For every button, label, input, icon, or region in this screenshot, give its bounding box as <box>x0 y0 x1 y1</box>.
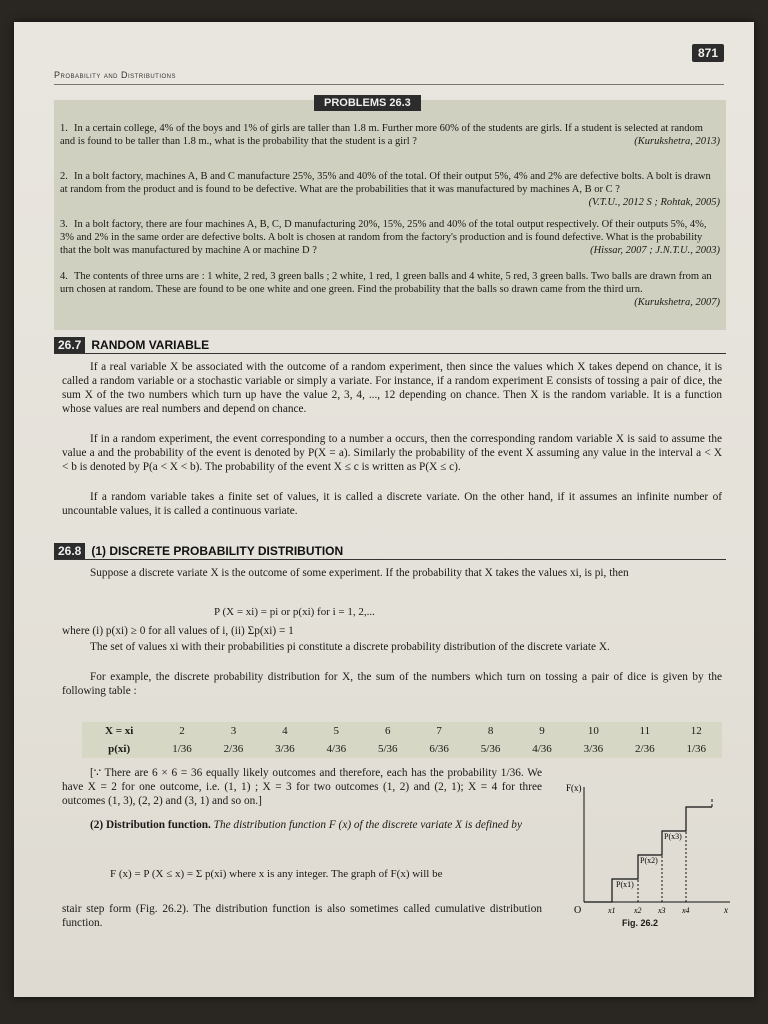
table-cell: 1/36 <box>172 743 192 755</box>
section-heading-random-variable <box>54 338 209 352</box>
x-tick-label: x3 <box>658 906 666 915</box>
cdf-step-graph <box>562 777 732 937</box>
problem-reference: (Kurukshetra, 2007) <box>634 297 720 308</box>
table-cell: 3/36 <box>583 743 604 755</box>
paragraph: where (i) p(xi) ≥ 0 for all values of i, (ii) Σp(xi) = 1 <box>62 625 294 637</box>
problem-reference: (Hissar, 2007 ; J.N.T.U., 2003) <box>590 245 720 256</box>
x-tick-label: x4 <box>682 906 690 915</box>
problem-reference: (V.T.U., 2012 S ; Rohtak, 2005) <box>588 197 720 208</box>
problem-item <box>60 218 720 257</box>
table-row <box>82 722 722 740</box>
y-axis-label: F(x) <box>566 783 582 793</box>
problem-number: 3. <box>60 219 68 230</box>
page-number: 871 <box>692 44 724 62</box>
paragraph: [∵ There are 6 × 6 = 36 equally likely outcomes and therefore, each has the probability 1/36. We have X = 2 for one outcome, i.e. (1, 1) ; X = 3 for two outcomes (1, 2) and (2, 1); X = 4 for three outcomes (1, 3), (2, 2) and (3, 1) and so on.] <box>62 767 542 807</box>
paragraph: For example, the discrete probability distribution for X, the sum of the numbers which turn on tossing a pair of dice is given by the following table : <box>62 671 722 697</box>
table-cell: 5 <box>333 725 340 737</box>
table-cell: 3 <box>230 725 237 737</box>
table-cell: 4/36 <box>532 743 552 755</box>
step-line <box>584 807 712 902</box>
problem-item <box>60 170 720 209</box>
formula-distribution-function: F (x) = P (X ≤ x) = Σ p(xi) where x is any integer. The graph of F(x) will be <box>110 868 443 880</box>
book-page <box>14 22 754 997</box>
section-number: 26.7 <box>54 337 85 353</box>
table-cell: 12 <box>690 725 702 737</box>
table-cell: 2/36 <box>223 743 244 755</box>
table-header-cell: p(xi) <box>108 743 131 755</box>
problem-number: 4. <box>60 271 68 282</box>
running-head: Probability and Distributions <box>54 70 177 80</box>
table-cell: 4/36 <box>326 743 347 755</box>
paragraph: If a random variable takes a finite set of values, it is called a discrete variate. On the other hand, if it assumes an infinite number of uncountable values, it is called a continuous variate. <box>62 491 722 517</box>
section-rule <box>54 353 726 354</box>
table-cell: 4 <box>282 725 288 737</box>
x-tick-label: x1 <box>608 906 616 915</box>
problem-number: 1. <box>60 123 68 134</box>
subheading: (2) Distribution function. <box>90 819 211 831</box>
section-rule <box>54 559 726 560</box>
table-row <box>82 740 722 758</box>
table-cell: 8 <box>487 725 494 737</box>
header-rule <box>54 84 724 85</box>
table-cell: 9 <box>539 725 545 737</box>
problems-title: PROBLEMS 26.3 <box>314 95 421 111</box>
table-cell: 2 <box>179 725 185 737</box>
problem-item <box>60 270 720 309</box>
x-axis-label: x <box>724 905 728 915</box>
table-cell: 6 <box>384 725 391 737</box>
table-cell: 7 <box>436 725 442 737</box>
table-cell: 3/36 <box>275 743 295 755</box>
problem-text: In a bolt factory, machines A, B and C manufacture 25%, 35% and 40% of the total. Of their output 5%, 4% and 2% are defective bolts. A bolt is drawn at random from the product and is found to be defective. What are the probabilities that it was manufactured by machines A, B or C ? <box>60 171 711 195</box>
formula-probability: P (X = xi) = pi or p(xi) for i = 1, 2,... <box>214 606 375 618</box>
x-tick-label: x2 <box>634 906 642 915</box>
origin-label: O <box>574 905 582 916</box>
problem-text: The contents of three urns are : 1 white, 2 red, 3 green balls ; 2 white, 1 red, 1 green balls and 4 white, 5 red, 3 green balls. Two balls are drawn from an urn chosen at random. These are found to be one white and one green. Find the probability that the balls so drawn came from the third urn. <box>60 271 712 295</box>
figure-caption: Fig. 26.2 <box>622 918 659 928</box>
section-title: RANDOM VARIABLE <box>91 338 210 352</box>
problem-text: In a certain college, 4% of the boys and 1% of girls are taller than 1.8 m. Further more 60% of the students are girls. If a student is selected at random and is found to be taller than 1.8 m., what is the probability that the student is a girl ? <box>60 123 703 147</box>
problem-reference: (Kurukshetra, 2013) <box>634 136 720 147</box>
section-title: (1) DISCRETE PROBABILITY DISTRIBUTION <box>91 544 344 558</box>
section-heading-discrete-distribution <box>54 544 343 558</box>
table-header-cell: X = xi <box>105 725 134 737</box>
table-cell: 6/36 <box>429 743 449 755</box>
table-cell: 1/36 <box>686 743 707 755</box>
problem-text: In a bolt factory, there are four machines A, B, C, D manufacturing 20%, 15%, 25% and 40% of the total output respectively. Of their outputs 5%, 4%, 3% and 2% in the same order are defective bolts. A bolt is chosen at random from the factory's production and is found defective. What is the probability that the bolt was manufactured by machine A or machine D ? <box>60 219 707 256</box>
table-cell: 2/36 <box>635 743 655 755</box>
problem-number: 2. <box>60 171 68 182</box>
paragraph: stair step form (Fig. 26.2). The distribution function is also sometimes called cumulative distribution function. <box>62 903 542 929</box>
problem-item <box>60 122 720 148</box>
step-label: P(x2) <box>640 856 658 865</box>
paragraph: Suppose a discrete variate X is the outcome of some experiment. If the probability that X takes the values xi, is pi, then <box>90 567 629 579</box>
paragraph: The set of values xi with their probabilities pi constitute a discrete probability distribution of the discrete variate X. <box>90 641 610 653</box>
table-cell: 5/36 <box>377 743 398 755</box>
table-cell: 11 <box>639 725 651 737</box>
distribution-table <box>82 722 722 758</box>
paragraph: If in a random experiment, the event corresponding to a number a occurs, then the corresponding random variable X is said to assume the value a and the probability of the event is denoted by P(X = a). Similarly the probability of the event X assuming any value in the interval a < X < b is denoted by P(a < X < b). The probability of the event X ≤ c is written as P(X ≤ c). <box>62 433 722 473</box>
table-cell: 10 <box>587 725 599 737</box>
step-label: P(x1) <box>616 880 634 889</box>
table-cell: 5/36 <box>480 743 501 755</box>
section-number: 26.8 <box>54 543 85 559</box>
paragraph: (2) Distribution function. The distribution function F (x) of the discrete variate X is defined by <box>90 819 522 831</box>
paragraph: If a real variable X be associated with the outcome of a random experiment, then since the values which X takes depend on chance, it is called a random variable or a stochastic variable or simply a variate. For instance, if a random experiment E consists of tossing a pair of dice, the sum X of the two numbers which turn up have the value 2, 3, 4, ..., 12 depending on chance. Then X is the random variable. It is a function whose values are real numbers and depend on chance. <box>62 361 722 415</box>
step-label: P(x3) <box>664 832 682 841</box>
